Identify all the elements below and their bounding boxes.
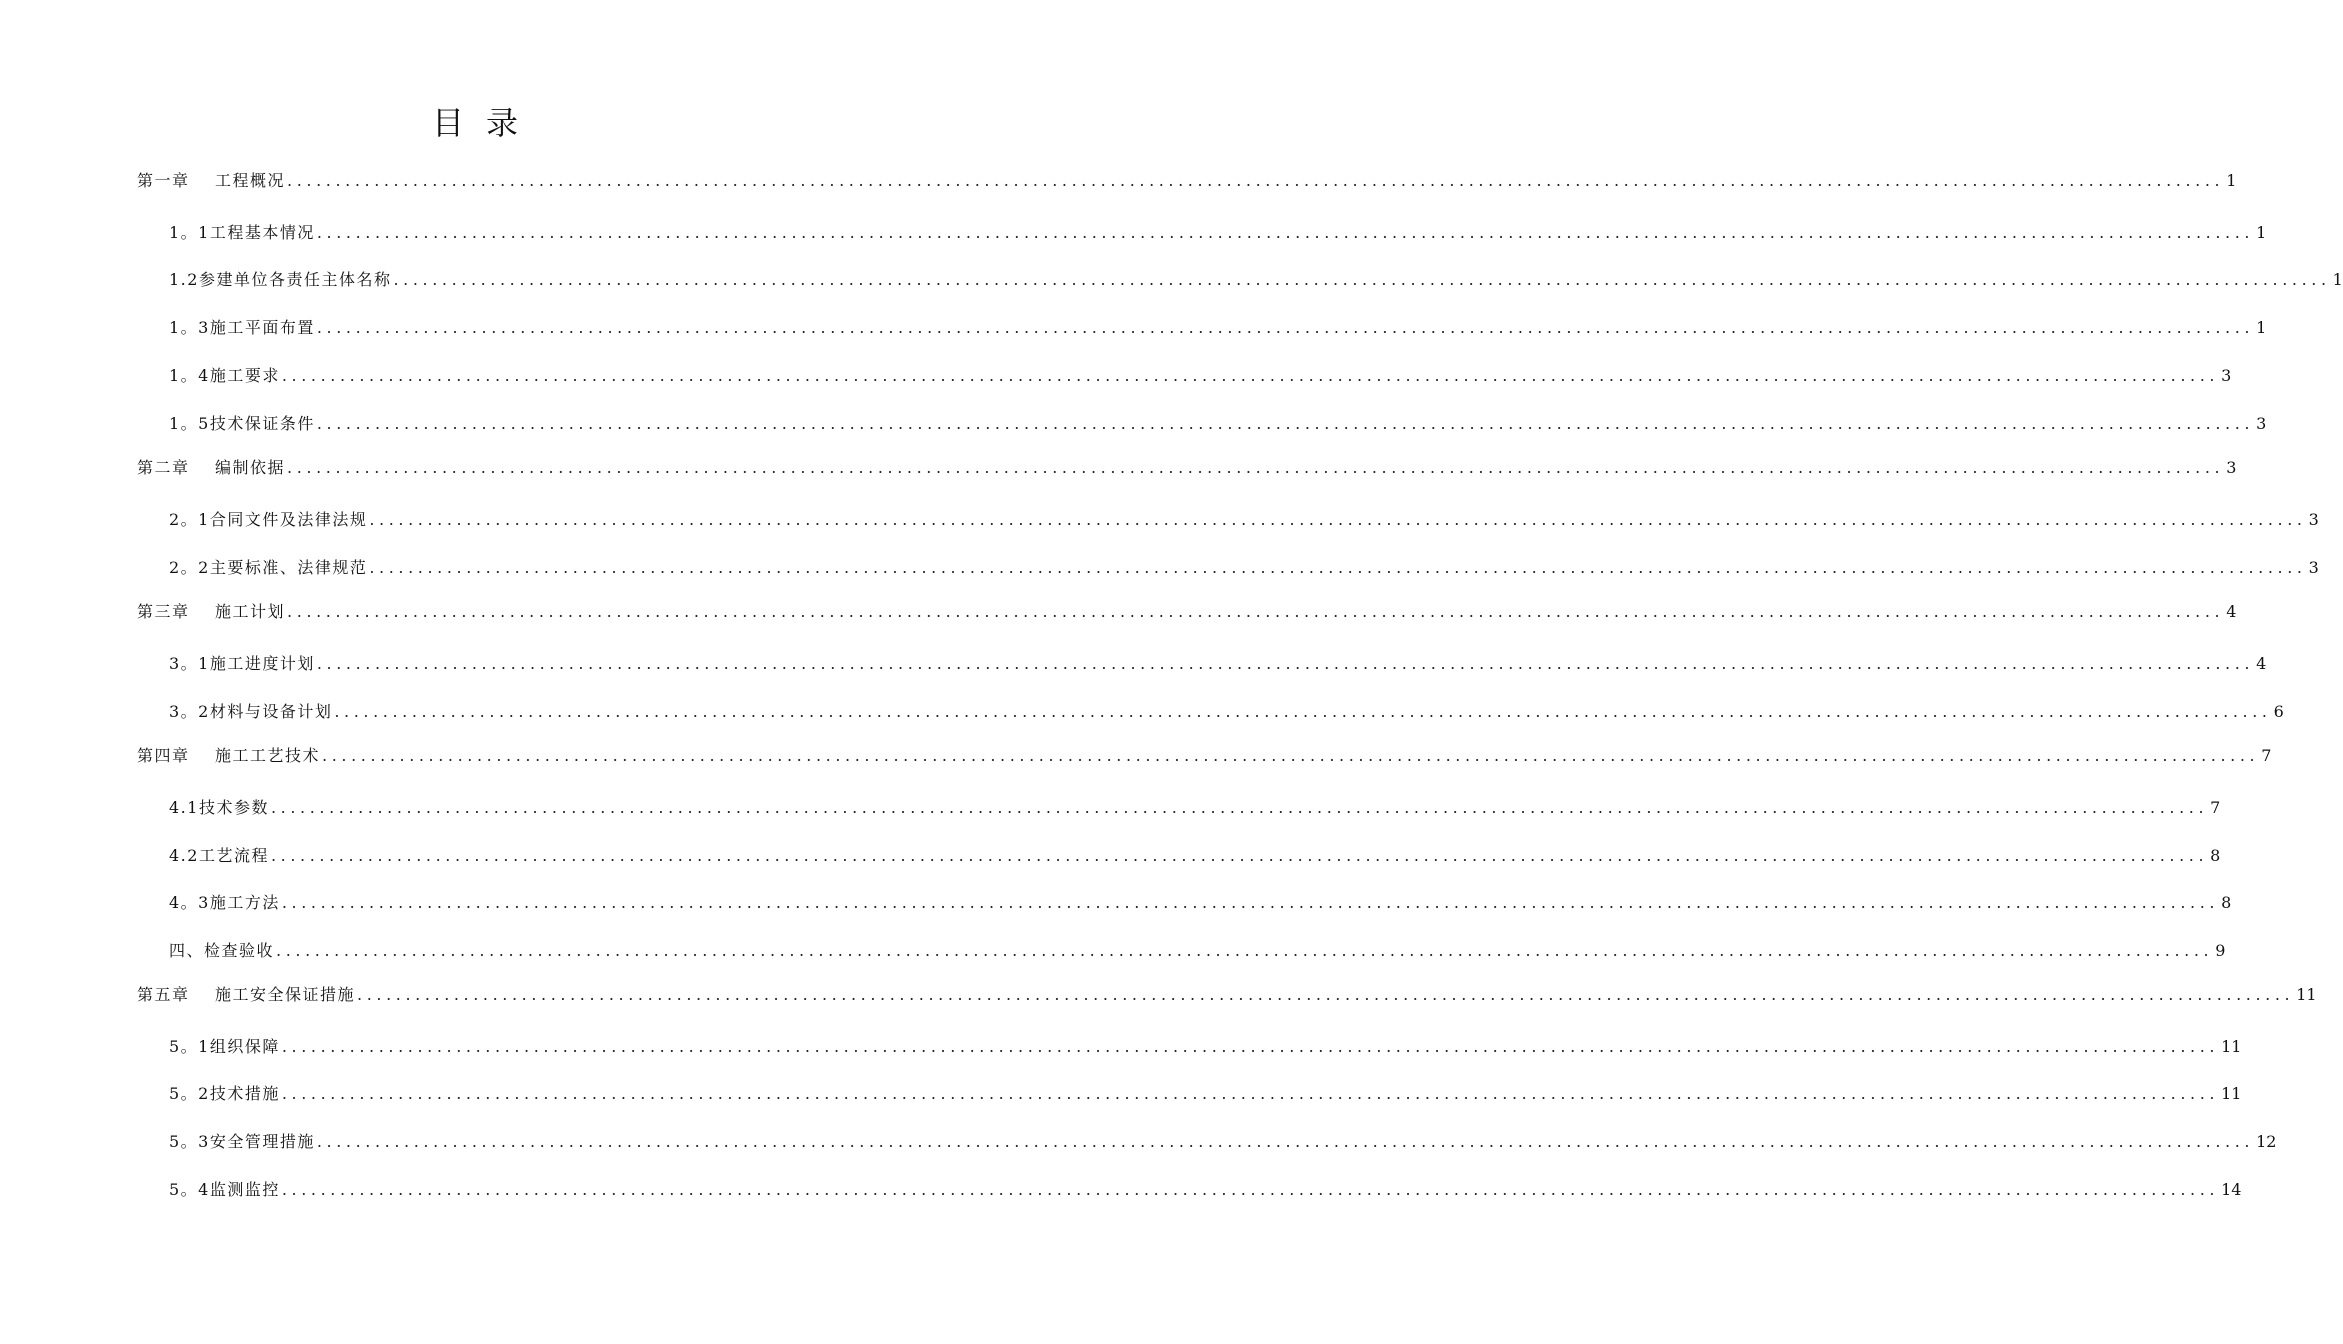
toc-entry-label (137, 984, 355, 1006)
dot-leader: ........................................................................................................................................................................................................ (281, 1084, 2220, 1103)
dot-leader: ........................................................................................................................................................................................................ (281, 366, 2220, 385)
toc-page-number: 11 (2296, 985, 2317, 1004)
toc-entry-label (169, 557, 367, 579)
dot-leader: ........................................................................................................................................................................................................ (281, 1037, 2220, 1056)
toc-entry-text: 1.2参建单位各责任主体名称 (169, 270, 392, 289)
dot-leader: ........................................................................................................................................................................................................ (316, 318, 2255, 337)
dot-leader: ........................................................................................................................................................................................................ (316, 414, 2255, 433)
toc-entry-label (137, 457, 285, 479)
toc-chapter-entry[interactable] (137, 457, 2237, 479)
toc-entry-label (169, 1179, 280, 1201)
toc-section-entry[interactable] (169, 557, 2319, 579)
toc-entry-text: 1。4施工要求 (169, 366, 280, 385)
toc-page-number: 3 (2308, 558, 2319, 577)
dot-leader: ........................................................................................................................................................................................................ (281, 1180, 2220, 1199)
dot-leader: ........................................................................................................................................................................................................ (287, 171, 2225, 190)
toc-section-entry[interactable] (169, 701, 2284, 723)
toc-page-number: 1 (2256, 318, 2267, 337)
toc-section-entry[interactable] (169, 1036, 2242, 1058)
toc-chapter-entry[interactable] (137, 745, 2272, 767)
toc-entry-label (169, 317, 315, 339)
toc-section-entry[interactable] (169, 413, 2267, 435)
toc-section-entry[interactable] (169, 1131, 2277, 1153)
toc-entry-label (169, 701, 332, 723)
toc-entry-text: 4.2工艺流程 (169, 846, 269, 865)
dot-leader: ........................................................................................................................................................................................................ (316, 654, 2255, 673)
toc-entry-label (169, 413, 315, 435)
toc-page-number: 4 (2256, 654, 2267, 673)
toc-entry-text: 施工工艺技术 (215, 746, 321, 765)
toc-entry-label (169, 222, 315, 244)
toc-page-number: 6 (2273, 702, 2284, 721)
toc-page-number: 8 (2210, 846, 2221, 865)
toc-page-number: 3 (2221, 366, 2232, 385)
toc-entry-text: 施工安全保证措施 (215, 985, 356, 1004)
toc-entry-text: 5。1组织保障 (169, 1037, 280, 1056)
toc-entry-text: 编制依据 (215, 458, 286, 477)
chapter-number: 第一章 (137, 171, 190, 190)
toc-section-entry[interactable] (169, 892, 2232, 914)
toc-entry-label (137, 170, 285, 192)
toc-section-entry[interactable] (169, 509, 2319, 531)
dot-leader: ........................................................................................................................................................................................................ (270, 798, 2209, 817)
toc-entry-label (169, 653, 315, 675)
toc-entry-text: 4。3施工方法 (169, 893, 280, 912)
toc-page-number: 4 (2226, 602, 2237, 621)
toc-entry-text: 3。1施工进度计划 (169, 654, 315, 673)
toc-entry-label (169, 940, 274, 962)
toc-entry-text: 5。3安全管理措施 (169, 1132, 315, 1151)
dot-leader: ........................................................................................................................................................................................................ (369, 558, 2307, 577)
toc-page-number: 3 (2256, 414, 2267, 433)
toc-page-number: 1 (2256, 223, 2267, 242)
toc-entry-label (169, 1131, 315, 1153)
toc-chapter-entry[interactable] (137, 984, 2317, 1006)
toc-page-number: 3 (2308, 510, 2319, 529)
toc-entry-text: 施工计划 (215, 602, 286, 621)
toc-chapter-entry[interactable] (137, 170, 2237, 192)
toc-page-number: 1 (2332, 270, 2343, 289)
toc-entry-text: 2。1合同文件及法律法规 (169, 510, 368, 529)
toc-entry-label (169, 509, 367, 531)
toc-entry-label (169, 269, 391, 291)
toc-page-number: 8 (2221, 893, 2232, 912)
dot-leader: ........................................................................................................................................................................................................ (334, 702, 2272, 721)
toc-page-number: 1 (2226, 171, 2237, 190)
toc-page-number: 11 (2221, 1037, 2242, 1056)
toc-entry-text: 3。2材料与设备计划 (169, 702, 333, 721)
chapter-number: 第三章 (137, 602, 190, 621)
dot-leader: ........................................................................................................................................................................................................ (316, 223, 2255, 242)
toc-section-entry[interactable] (169, 797, 2221, 819)
toc-section-entry[interactable] (169, 269, 2343, 291)
dot-leader: ........................................................................................................................................................................................................ (322, 746, 2260, 765)
toc-entry-label (137, 601, 285, 623)
dot-leader: ........................................................................................................................................................................................................ (357, 985, 2295, 1004)
toc-section-entry[interactable] (169, 1179, 2242, 1201)
toc-page-number: 7 (2261, 746, 2272, 765)
toc-section-entry[interactable] (169, 845, 2221, 867)
toc-entry-text: 1。1工程基本情况 (169, 223, 315, 242)
toc-entry-text: 5。4监测监控 (169, 1180, 280, 1199)
toc-page-number: 3 (2226, 458, 2237, 477)
toc-entry-label (169, 892, 280, 914)
toc-chapter-entry[interactable] (137, 601, 2237, 623)
toc-entry-label (169, 1083, 280, 1105)
chapter-number: 第五章 (137, 985, 190, 1004)
dot-leader: ........................................................................................................................................................................................................ (270, 846, 2209, 865)
dot-leader: ........................................................................................................................................................................................................ (276, 941, 2214, 960)
toc-entry-text: 5。2技术措施 (169, 1084, 280, 1103)
dot-leader: ........................................................................................................................................................................................................ (287, 602, 2225, 621)
toc-entry-label (137, 745, 320, 767)
toc-page-number: 12 (2256, 1132, 2277, 1151)
toc-entry-text: 4.1技术参数 (169, 798, 269, 817)
toc-page-number: 7 (2210, 798, 2221, 817)
dot-leader: ........................................................................................................................................................................................................ (281, 893, 2220, 912)
dot-leader: ........................................................................................................................................................................................................ (287, 458, 2225, 477)
toc-section-entry[interactable] (169, 653, 2267, 675)
toc-title: 目录 (431, 104, 540, 142)
toc-entry-text: 四、检查验收 (169, 941, 275, 960)
toc-section-entry[interactable] (169, 317, 2267, 339)
toc-section-entry[interactable] (169, 222, 2267, 244)
toc-page-number: 14 (2221, 1180, 2242, 1199)
dot-leader: ........................................................................................................................................................................................................ (393, 270, 2331, 289)
toc-section-entry[interactable] (169, 365, 2232, 387)
toc-entry-text: 1。3施工平面布置 (169, 318, 315, 337)
chapter-number: 第四章 (137, 746, 190, 765)
toc-section-entry[interactable] (169, 940, 2226, 962)
chapter-number: 第二章 (137, 458, 190, 477)
toc-page-number: 9 (2215, 941, 2226, 960)
toc-entry-label (169, 845, 269, 867)
toc-entry-label (169, 1036, 280, 1058)
dot-leader: ........................................................................................................................................................................................................ (369, 510, 2307, 529)
toc-entry-text: 1。5技术保证条件 (169, 414, 315, 433)
toc-section-entry[interactable] (169, 1083, 2242, 1105)
toc-entry-text: 2。2主要标准、法律规范 (169, 558, 368, 577)
toc-entry-label (169, 797, 269, 819)
dot-leader: ........................................................................................................................................................................................................ (316, 1132, 2255, 1151)
toc-page-number: 11 (2221, 1084, 2242, 1103)
toc-entry-text: 工程概况 (215, 171, 286, 190)
toc-entry-label (169, 365, 280, 387)
